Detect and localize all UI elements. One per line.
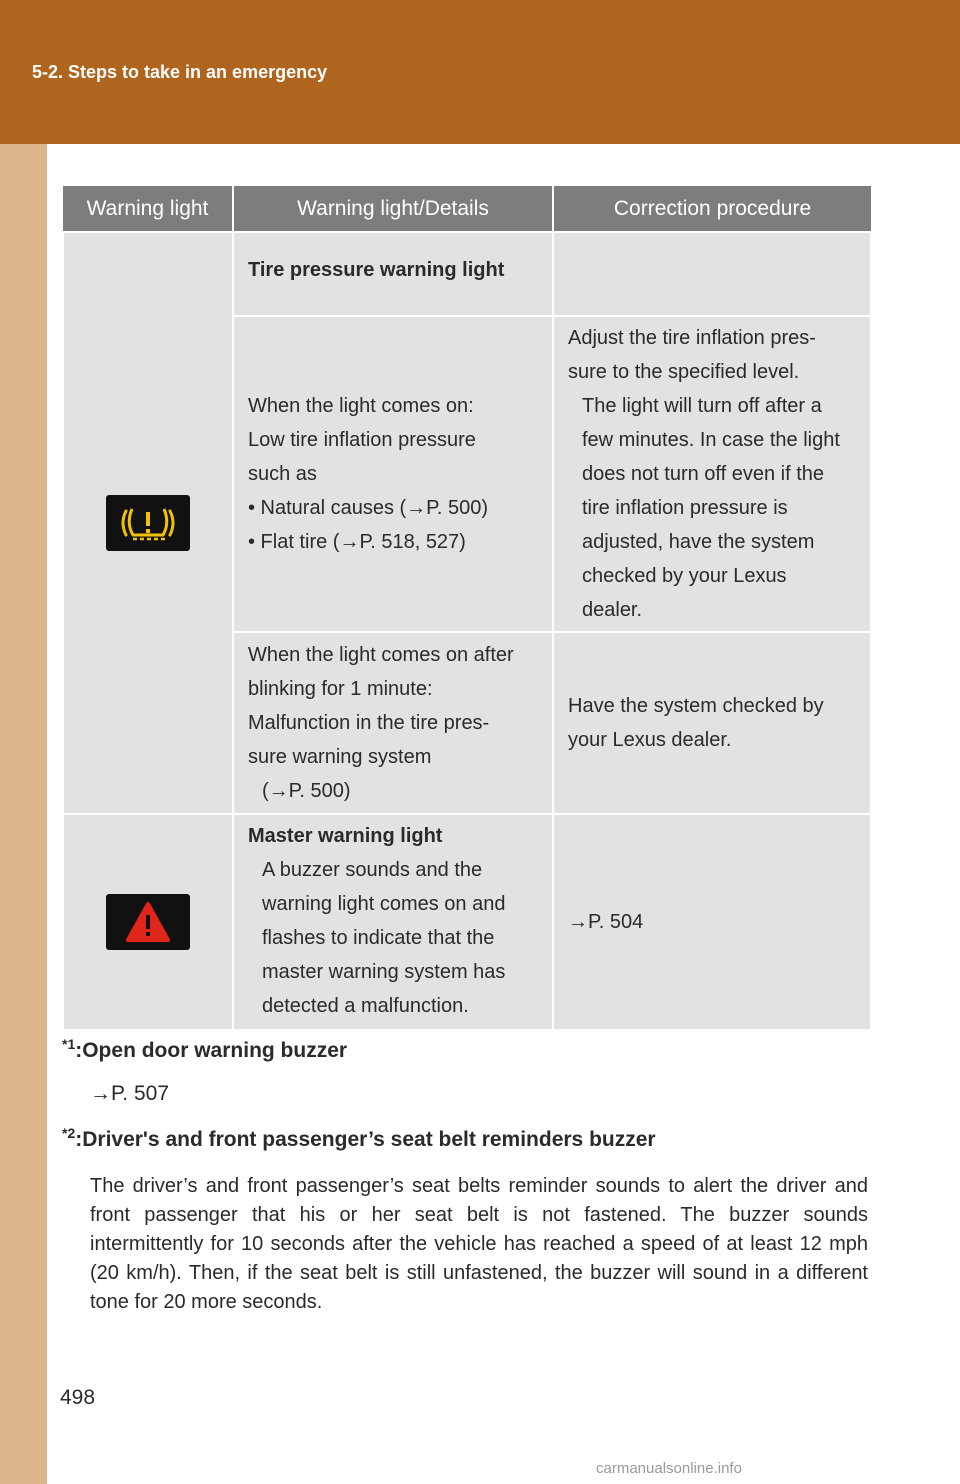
note-open-door [62, 1036, 347, 1063]
detail-line: such as [248, 463, 317, 485]
correction-note-line: tire inflation pressure is [582, 497, 788, 519]
note-seat-belt-body: The driver’s and front passenger’s seat belts reminder sounds to alert the driver and front passenger that his or her seat belt is not fastened. The buzzer sounds intermittently for 10 seconds after the vehicle has reached a speed of at least 12 mph (20 km/h). Then, if the seat belt is still unfastened, the buzzer will sound in a different tone for 20 more seconds. [90, 1175, 868, 1313]
page-number: 498 [60, 1386, 96, 1409]
column-header-correction: Correction procedure [553, 186, 871, 232]
tpms-icon-cell [63, 232, 233, 814]
detail-line: flashes to indicate that the [262, 927, 495, 949]
footnote-marker: *1 [62, 1036, 76, 1052]
tpms-title-empty-cell [553, 232, 871, 316]
correction-line: Have the system checked by [568, 695, 824, 717]
detail-line: When the light comes on: [248, 395, 474, 417]
correction-note-line: checked by your Lexus [582, 565, 787, 587]
correction-note-line: few minutes. In case the light [582, 429, 840, 451]
detail-line: A buzzer sounds and the [262, 859, 483, 881]
table-row [63, 232, 871, 316]
master-icon-cell [63, 814, 233, 1030]
correction-line: Adjust the tire inflation pres- [568, 327, 816, 349]
correction-note-line: The light will turn off after a [582, 395, 822, 417]
column-header-warning-light: Warning light [63, 186, 233, 232]
detail-line: Low tire inflation pressure [248, 429, 476, 451]
detail-line: • Natural causes (→P. 500) [248, 497, 489, 519]
detail-line: When the light comes on after [248, 644, 514, 666]
watermark-text: carmanualsonline.info [596, 1460, 742, 1477]
tpms-low-details-cell [233, 316, 553, 632]
section-title: 5-2. Steps to take in an emergency [32, 62, 328, 82]
tpms-malfunction-correction-cell [553, 632, 871, 814]
detail-line: • Flat tire (→P. 518, 527) [248, 531, 466, 553]
master-correction-cell [553, 814, 871, 1030]
master-correction-ref: →P. 504 [568, 911, 644, 933]
detail-line: blinking for 1 minute: [248, 678, 433, 700]
note-title: :Driver's and front passenger’s seat belt reminders buzzer [75, 1128, 656, 1151]
page-sidebar [0, 144, 47, 1484]
table-row [63, 814, 871, 1030]
detail-line: Malfunction in the tire pres- [248, 712, 490, 734]
correction-line: your Lexus dealer. [568, 729, 732, 751]
correction-note-line: adjusted, have the system [582, 531, 815, 553]
master-details-cell [233, 814, 553, 1030]
master-title: Master warning light [248, 825, 443, 847]
correction-line: sure to the specified level. [568, 361, 800, 383]
note-title: :Open door warning buzzer [75, 1039, 348, 1062]
column-header-details: Warning light/Details [233, 186, 553, 232]
tpms-title-cell [233, 232, 553, 316]
detail-line: master warning system has [262, 961, 506, 983]
tpms-title: Tire pressure warning light [248, 259, 505, 281]
tpms-low-correction-cell [553, 316, 871, 632]
tpms-malfunction-details-cell [233, 632, 553, 814]
footnote-marker: *2 [62, 1125, 76, 1141]
note-open-door-ref: →P. 507 [90, 1082, 170, 1105]
tire-pressure-warning-icon [106, 495, 190, 551]
note-seat-belt [62, 1125, 656, 1152]
correction-note-line: does not turn off even if the [582, 463, 825, 485]
detail-line: sure warning system [248, 746, 432, 768]
table-header-row [63, 186, 871, 232]
correction-note-line: dealer. [582, 599, 643, 621]
master-warning-icon [106, 894, 190, 950]
warning-light-table [62, 186, 872, 1031]
detail-line: (→P. 500) [262, 780, 351, 802]
detail-line: detected a malfunction. [262, 995, 469, 1017]
detail-line: warning light comes on and [262, 893, 506, 915]
page-header [0, 0, 960, 144]
